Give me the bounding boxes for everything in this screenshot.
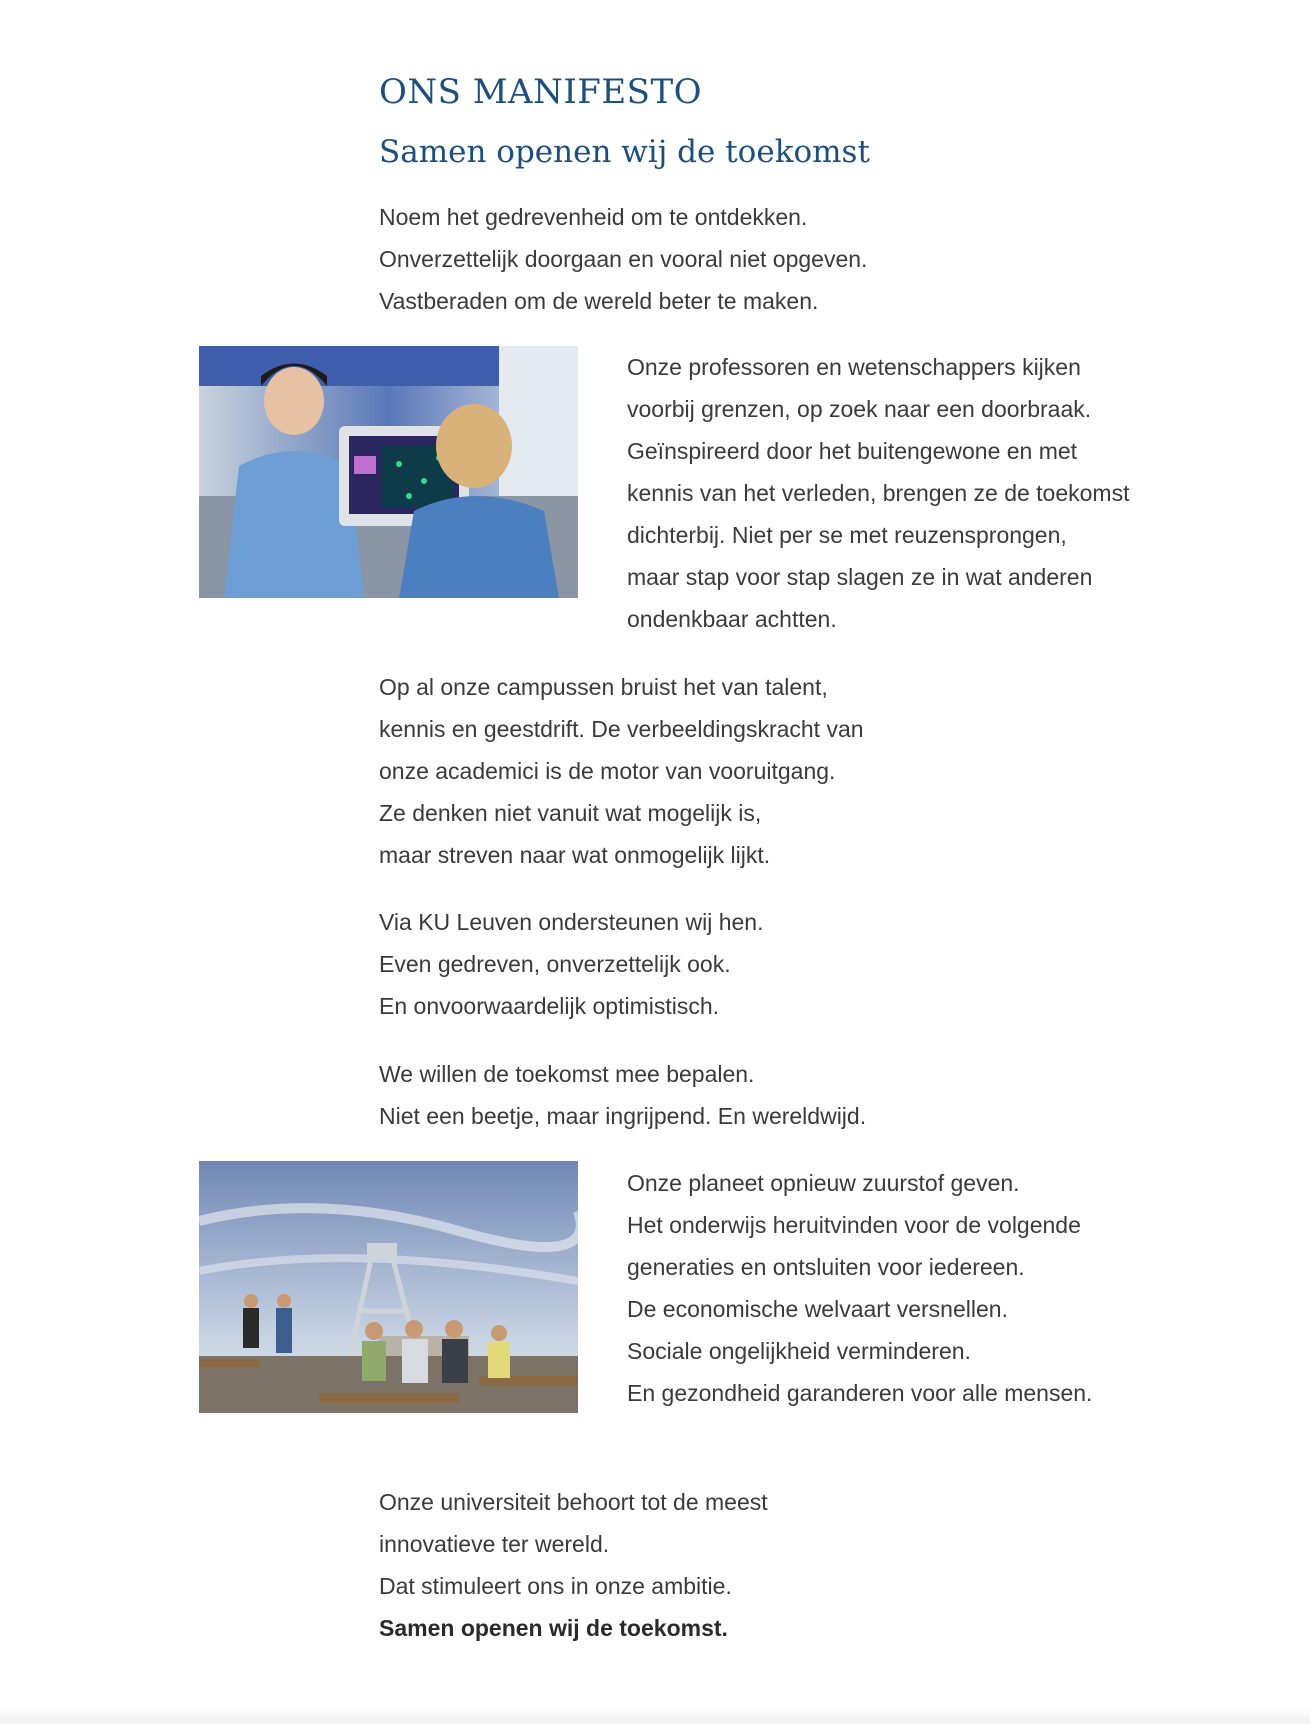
- text-line: Het onderwijs heruitvinden voor de volgende: [627, 1212, 1081, 1238]
- text-line: En gezondheid garanderen voor alle mensen.: [627, 1380, 1093, 1406]
- text-line: Onze universiteit behoort tot de meest: [379, 1489, 768, 1515]
- text-line: Niet een beetje, maar ingrijpend. En wereldwijd.: [379, 1103, 867, 1129]
- rooftop-group-photo: [199, 1161, 578, 1413]
- text-line: maar stap voor stap slagen ze in wat anderen: [627, 564, 1093, 590]
- page-subtitle: Samen openen wij de toekomst: [379, 134, 870, 170]
- text-line: Vastberaden om de wereld beter te maken.: [379, 288, 819, 314]
- text-line: kennis van het verleden, brengen ze de toekomst: [627, 480, 1130, 506]
- text-line: We willen de toekomst mee bepalen.: [379, 1061, 755, 1087]
- page-title: ONS MANIFESTO: [379, 72, 703, 112]
- text-line: De economische welvaart versnellen.: [627, 1296, 1008, 1322]
- research-paragraph: [627, 346, 1130, 640]
- future-paragraph: [379, 1053, 866, 1137]
- text-line: Via KU Leuven ondersteunen wij hen.: [379, 909, 764, 935]
- goals-paragraph: [627, 1162, 1092, 1414]
- text-line: kennis en geestdrift. De verbeeldingskracht van: [379, 716, 864, 742]
- page-bottom-edge: [0, 1708, 1310, 1724]
- text-line: Op al onze campussen bruist het van talent,: [379, 674, 828, 700]
- closing-slogan: Samen openen wij de toekomst.: [379, 1615, 728, 1641]
- text-line: dichterbij. Niet per se met reuzensprongen,: [627, 522, 1067, 548]
- text-line: Onze professoren en wetenschappers kijken: [627, 354, 1081, 380]
- text-line: maar streven naar wat onmogelijk lijkt.: [379, 842, 771, 868]
- text-line: Sociale ongelijkheid verminderen.: [627, 1338, 971, 1364]
- text-line: Onverzettelijk doorgaan en vooral niet opgeven.: [379, 246, 868, 272]
- text-line: Geïnspireerd door het buitengewone en met: [627, 438, 1078, 464]
- support-paragraph: [379, 901, 763, 1027]
- text-line: Onze planeet opnieuw zuurstof geven.: [627, 1170, 1020, 1196]
- campus-paragraph: [379, 666, 864, 876]
- text-line: generaties en ontsluiten voor iedereen.: [627, 1254, 1025, 1280]
- text-line: innovatieve ter wereld.: [379, 1531, 610, 1557]
- text-line: Even gedreven, onverzettelijk ook.: [379, 951, 731, 977]
- intro-paragraph: [379, 196, 867, 322]
- text-line: Noem het gedrevenheid om te ontdekken.: [379, 204, 808, 230]
- text-line: onze academici is de motor van vooruitgang.: [379, 758, 836, 784]
- text-line: En onvoorwaardelijk optimistisch.: [379, 993, 720, 1019]
- text-line: voorbij grenzen, op zoek naar een doorbraak.: [627, 396, 1092, 422]
- closing-paragraph: [379, 1481, 768, 1649]
- text-line: Dat stimuleert ons in onze ambitie.: [379, 1573, 732, 1599]
- text-line: Ze denken niet vanuit wat mogelijk is,: [379, 800, 762, 826]
- text-line: ondenkbaar achtten.: [627, 606, 837, 632]
- lab-researchers-photo: [199, 346, 578, 598]
